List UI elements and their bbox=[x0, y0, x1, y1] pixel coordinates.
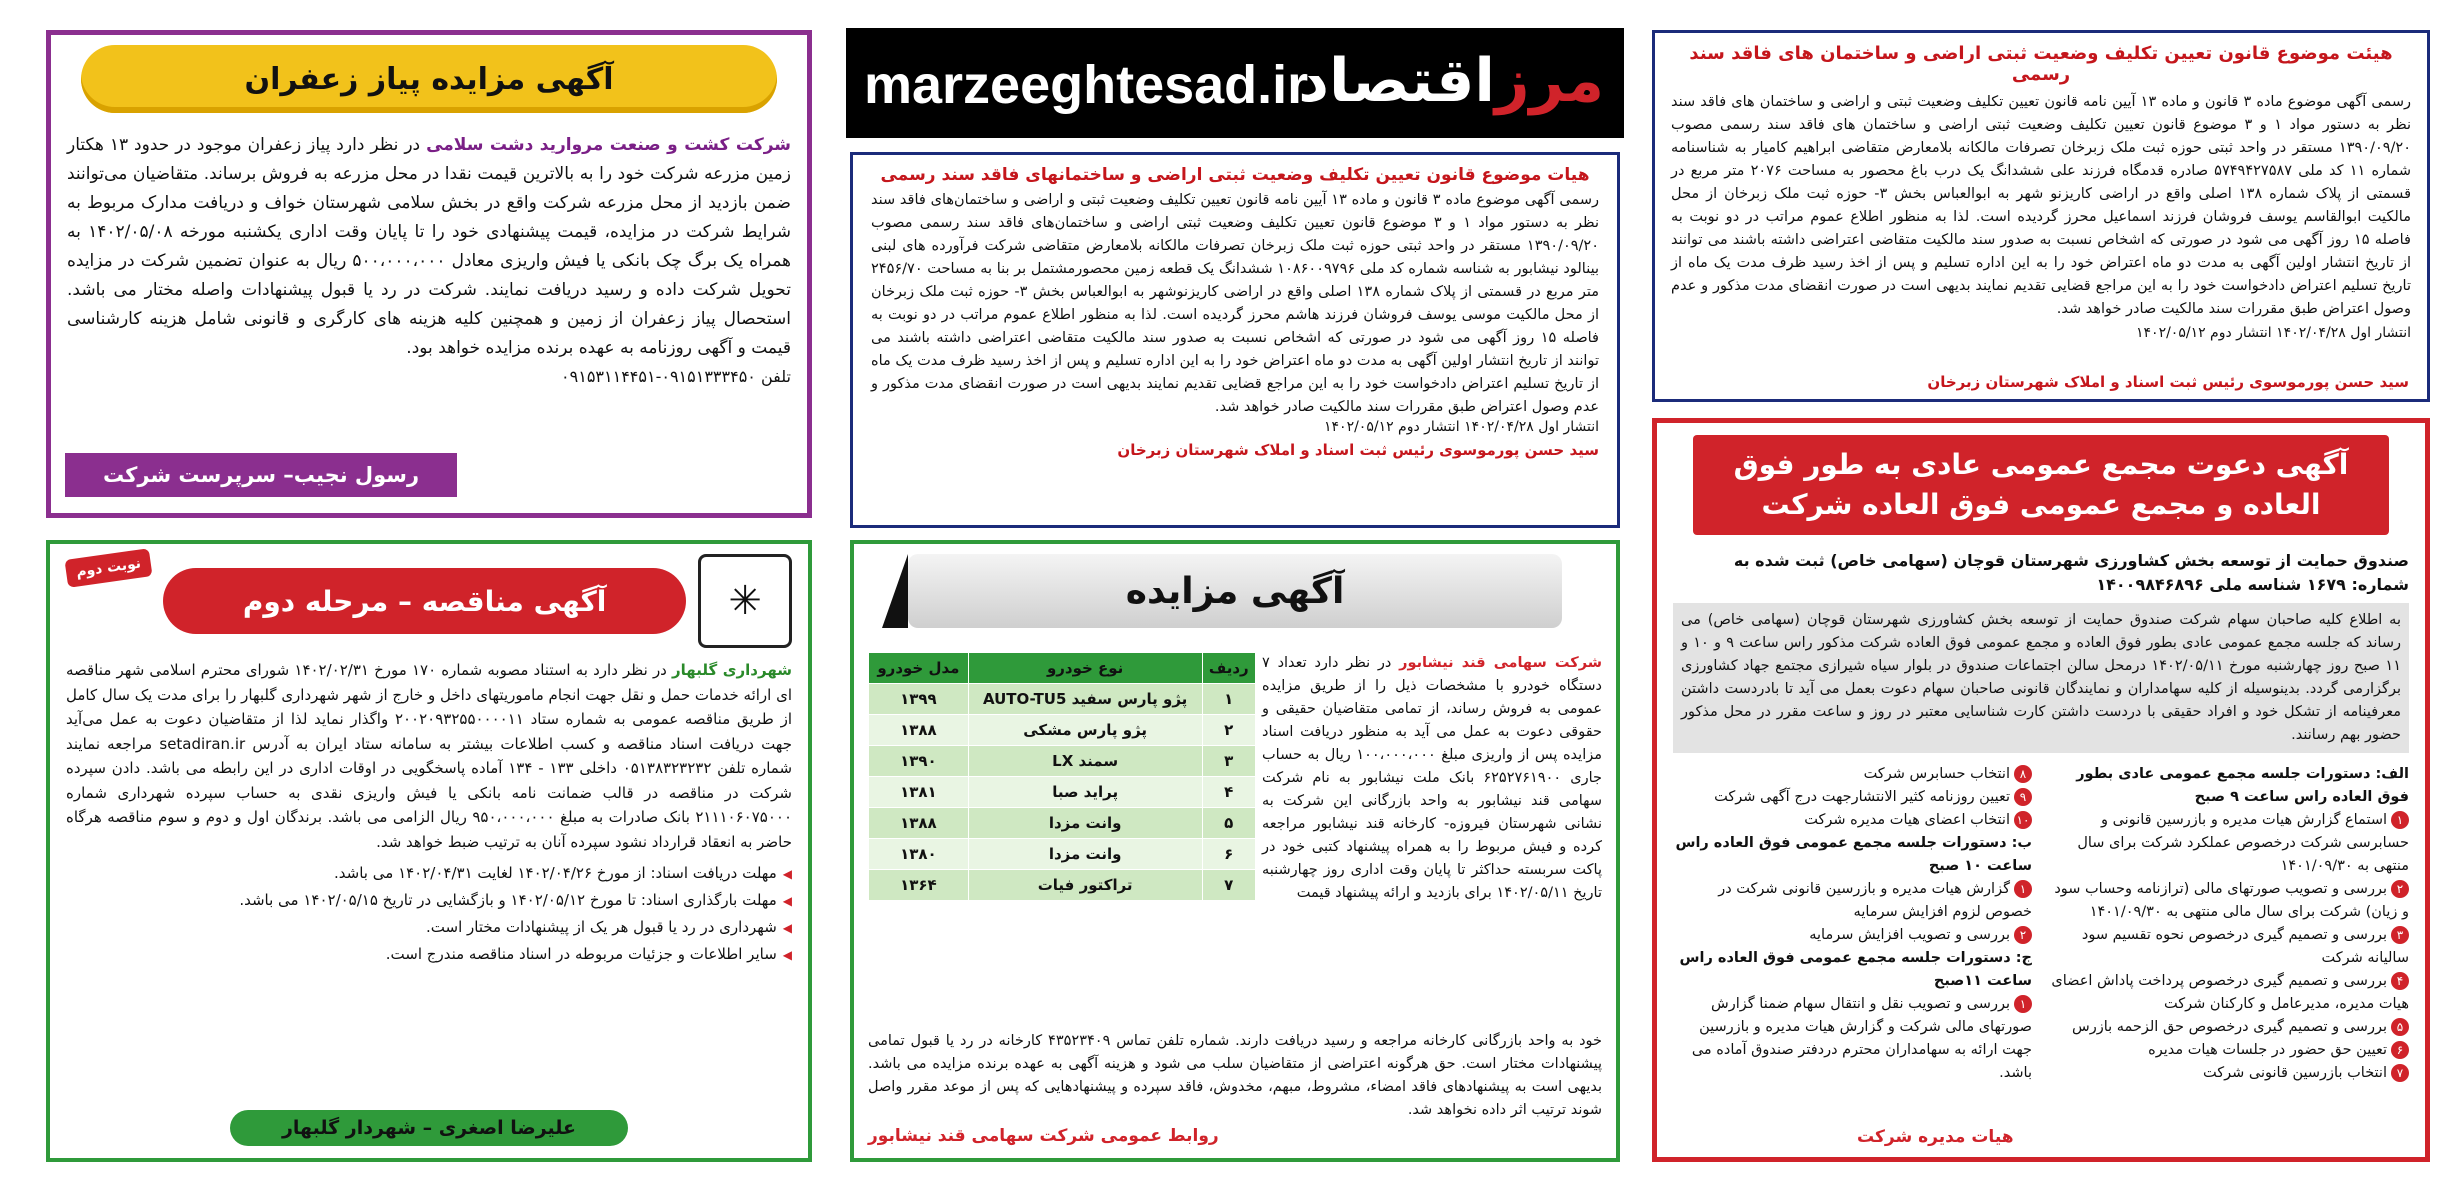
agenda-head-b: ب: دستورات جلسه مجمع عمومی فوق العاده راس ساعت ۱۰ صبح bbox=[1675, 835, 2032, 874]
site-url[interactable]: marzeeghtesad.ir bbox=[864, 55, 1309, 115]
col-header-model-year: مدل خودرو bbox=[869, 653, 969, 684]
saffron-title: آگهی مزایده پیاز زعفران bbox=[81, 45, 777, 113]
land-registry-notice-b bbox=[850, 152, 1620, 528]
vehicle-company: شرکت سهامی قند نیشابور bbox=[1399, 655, 1602, 671]
table-row: ۶ وانت مزدا ۱۳۸۰ bbox=[869, 839, 1256, 870]
notice-b-body: رسمی آگهی موضوع ماده ۳ قانون و ماده ۱۳ آیین نامه قانون تعیین تکلیف وضعیت ثبتی و اراضی و ساختمان‌های فاقد سند نظر به دستور مواد ۱ و ۳ موضوع قانون تعیین تکلیف وضعیت ثبتی اراضی و ساختمان‌های فاقد سند رسمی مصوب ۱۳۹۰/۰۹/۲۰ مستقر در واحد ثبتی حوزه ثبت ملک زبرخان تصرفات مالکانه بلامعارض متقاضی شرکت فرآورده های لبنی بینالود نیشابور به شناسه شماره کد ملی ۱۰۸۶۰۰۹۷۹۶ ششدانگ یک قطعه زمین محصورمشتمل بر بنا به مساحت ۲۴۵۶/۷۰ متر مربع در قسمتی از پلاک شماره ۱۳۸ اصلی واقع در اراضی کاریزنوشهر به ابوالعباس بخش ۳- حوزه ثبت ملک زبرخان از محل مالکیت موسی یوسف فروشان فرزند هاشم محرز گردیده است. لذا به منظور اطلاع عموم مراتب در دو نوبت به فاصله ۱۵ روز آگهی می شود در صورتی که اشخاص نسبت به صدور سند مالکیت متقاضی اعتراضی داشته باشند می توانند از تاریخ انتشار اولین آگهی به مدت دو ماه اعتراض خود را به این اداره تسلیم و پس از اخذ رسید ظرف مدت یک ماه از تاریخ تسلیم اعتراض دادخواست خود را به این مراجع قضایی تقدیم نمایند بدیهی است در صورت انقضای مدت مذکور و عدم وصول اعتراض طبق مقررات سند مالکیت صادر خواهد شد. bbox=[871, 192, 1599, 415]
table-row: ۲ پژو پارس مشکی ۱۳۸۸ bbox=[869, 715, 1256, 746]
agenda-item: ۱استماع گزارش هیات مدیره و بازرسین قانونی و حسابرسی شرکت درخصوص عملکرد شرکت برای سال منتهی به ۱۴۰۱/۰۹/۳۰ bbox=[2077, 812, 2409, 874]
col-header-row-number: ردیف bbox=[1202, 653, 1256, 684]
assembly-title: آگهی دعوت مجمع عمومی عادی به طور فوق العاده و مجمع عمومی فوق العاده شرکت bbox=[1693, 435, 2389, 535]
agenda-item: ۳بررسی و تصمیم گیری درخصوص نحوه تقسیم سود سالیانه شرکت bbox=[2081, 927, 2409, 966]
list-item: ◀ شهرداری در رد یا قبول هر یک از پیشنهادات مختار است. bbox=[66, 914, 792, 941]
saffron-text: در نظر دارد پیاز زعفران موجود در حدود ۱۳ هکتار زمین مزرعه شرکت خود را به بالاترین قیمت نقدا در محل مزرعه به فروش برساند. متقاضیان می‌توانند ضمن بازدید از محل مزرعه شرکت واقع در بخش سلامی شهرستان خواف و دریافت مدارک مربوط به شرایط شرکت در مزایده، قیمت پیشنهادی خود را تا پایان وقت اداری یکشنبه مورخه ۱۴۰۲/۰۵/۰۸ به همراه یک برگ چک بانکی یا فیش واریزی معادل ۵۰۰،۰۰۰،۰۰۰ ریال به عنوان تضمین شرکت در مزایده تحویل شرکت داده و رسید دریافت نمایند. شرکت در رد یا قبول پیشنهادات واصله مختار می باشد. استحصال پیاز زعفران از زمین و همچنین کلیه هزینه های کارگری و قانونی شامل هزینه کارشناسی قیمت و آگهی روزنامه به عهده برنده مزایده خواهد بود. bbox=[67, 135, 791, 358]
logo-main: اقتصاد bbox=[1298, 46, 1495, 116]
agenda-item: ۲بررسی و تصویب افزایش سرمایه bbox=[1673, 924, 2032, 947]
saffron-signature: رسول نجیب– سرپرست شرکت bbox=[65, 453, 457, 497]
table-row: ۷ تراکتور فیات ۱۳۶۴ bbox=[869, 870, 1256, 901]
saffron-body bbox=[67, 131, 791, 363]
notice-b-signature: سید حسن پورموسوی رئیس ثبت اسناد و املاک شهرستان زبرخان bbox=[1117, 441, 1599, 459]
agenda-item: ۱گزارش هیات مدیره و بازرسین قانونی شرکت در خصوص لزوم افزایش سرمایه bbox=[1718, 881, 2032, 920]
agenda-item: ۱۰انتخاب اعضای هیات مدیره شرکت bbox=[1673, 809, 2032, 832]
agenda-left-column bbox=[1673, 763, 2032, 1085]
tender-org: شهرداری گلبهار bbox=[672, 661, 792, 679]
assembly-lead: به اطلاع کلیه صاحبان سهام شرکت صندوق حمایت از توسعه بخش کشاورزی شهرستان قوچان (سهامی خاص) می رساند که جلسه مجمع عمومی عادی بطور فوق العاده و مجمع عمومی فوق العاده شرکت مذکور راس ساعت ۹ و ۱۰ و ۱۱ صبح روز چهارشنبه مورخ ۱۴۰۲/۰۵/۱۱ درمحل سالن اجتماعات صندوق در بلوار سیاه شیرازی مجتمع جهاد کشاورزی برگزارمی گردد. بدینوسیله از کلیه سهامداران و نمایندگان قانونی صاحبان سهام دعوت بعمل می آید تا بادردست داشتن معرفینامه از تشکل خود و افراد حقیقی با دردست داشتن کارت شناسایی معتبر در روز و ساعت مقرر در محل مذکور حضور بهم رسانند. bbox=[1673, 603, 2409, 753]
vehicle-table bbox=[868, 652, 1256, 901]
notice-a-signature: سید حسن پورموسوی رئیس ثبت اسناد و املاک شهرستان زبرخان bbox=[1927, 373, 2409, 391]
agenda-item: ۵بررسی و تصمیم گیری درخصوص حق الزحمه بازرس bbox=[2050, 1016, 2409, 1039]
agenda-item: ۸انتخاب حسابرس شرکت bbox=[1673, 763, 2032, 786]
tender-header bbox=[66, 554, 792, 648]
vehicle-auction-ad bbox=[850, 540, 1620, 1162]
agenda-item: ۴بررسی و تصمیم گیری درخصوص پرداخت پاداش اعضای هیات مدیره، مدیرعامل و کارکنان شرکت bbox=[2051, 973, 2409, 1012]
vehicle-table-header bbox=[869, 653, 1256, 684]
vehicle-auction-signature: روابط عمومی شرکت سهامی قند نیشابور bbox=[868, 1126, 1219, 1146]
notice-a-title: هیئت موضوع قانون تعیین تکلیف وضعیت ثبتی اراضی و ساختمان های فاقد سند رسمی bbox=[1689, 43, 2393, 85]
notice-b-dates: انتشار اول ۱۴۰۲/۰۴/۲۸ انتشار دوم ۱۴۰۲/۰۵/۱۲ bbox=[1324, 419, 1599, 435]
table-row: ۳ سمند LX ۱۳۹۰ bbox=[869, 746, 1256, 777]
list-item: ◀ مهلت بارگذاری اسناد: تا مورخ ۱۴۰۲/۰۵/۱۲ و بازگشایی در تاریخ ۱۴۰۲/۰۵/۱۵ می باشد. bbox=[66, 887, 792, 914]
tender-body bbox=[66, 658, 792, 854]
tender-signature: علیرضا اصغری – شهردار گلبهار bbox=[230, 1110, 628, 1146]
agenda-item: ۲بررسی و تصویب صورتهای مالی (ترازنامه وحساب سود و زیان) شرکت برای سال مالی منتهی به ۱۴۰۱/۰۹/۳۰ bbox=[2054, 881, 2409, 920]
logo-accent: مرز bbox=[1494, 46, 1604, 116]
notice-a-body: رسمی آگهی موضوع ماده ۳ قانون و ماده ۱۳ آیین نامه قانون تعیین تکلیف وضعیت ثبتی و اراضی و ساختمان های فاقد سند نظر به دستور مواد ۱ و ۳ موضوع قانون تعیین تکلیف وضعیت ثبتی اراضی و ساختمان های فاقد سند رسمی مصوب ۱۳۹۰/۰۹/۲۰ مستقر در واحد ثبتی حوزه ثبت ملک زبرخان تصرفات مالکانه بلامعارض متقاضی ابراهیم کامیار به شناسنامه شماره ۱۱ کد ملی ۵۷۴۹۴۲۷۵۸۷ صادره قدمگاه فرزند علی ششدانگ یک درب باغ محصور به مساحت ۲۰۷۶ متر مربع در قسمتی از پلاک شماره ۱۳۸ اصلی واقع در اراضی کاریزنو شهر به ابوالعباس بخش ۳- حوزه ثبت ملک زبرخان از محل مالکیت ابوالقاسم یوسف فروشان فرزند اسماعیل محرز گردیده است. لذا به منظور اطلاع عموم مراتب در دو نوبت به فاصله ۱۵ روز آگهی می شود در صورتی که اشخاص نسبت به صدور سند مالکیت متقاضی اعتراضی داشته باشند می توانند از تاریخ انتشار اولین آگهی به مدت دو ماه اعتراض خود را به این اداره تسلیم و پس از اخذ رسید ظرف مدت یک ماه از تاریخ تسلیم اعتراض دادخواست خود را به این مراجع قضایی تقدیم نمایند بدیهی است در صورت انقضای مدت مذکور و عدم وصول اعتراض طبق مقررات سند مالکیت صادر خواهد شد. bbox=[1671, 94, 2412, 317]
table-row: ۵ وانت مزدا ۱۳۸۸ bbox=[869, 808, 1256, 839]
vehicle-auction-terms: خود به واحد بازرگانی کارخانه مراجعه و رسید دریافت دارند. شماره تلفن تماس ۴۳۵۲۳۴۰۹ کارخانه در رد یا قبول تمامی پیشنهادات مختار است. حق هرگونه اعتراضی از متقاضیان سلب می شود و هزینه آگهی به عهده برنده مزایده می باشد. بدیهی است به پیشنهادهای فاقد امضاء، مشروط، مبهم، مخدوش، فاقد سپرده و پیشنهادهایی که پس از موعد مقرر واصل شوند ترتیب اثر داده نخواهد شد. bbox=[868, 1033, 1602, 1118]
land-registry-notice-a bbox=[1652, 30, 2430, 402]
tender-bullets bbox=[66, 860, 792, 968]
list-item: ◀ سایر اطلاعات و جزئیات مربوطه در اسناد مناقصه مندرج است. bbox=[66, 941, 792, 968]
tender-title: آگهی مناقصه – مرحله دوم bbox=[163, 568, 686, 634]
agenda-item: ۱بررسی و تصویب نقل و انتقال سهام ضمنا گزارش صورتهای مالی شرکت و گزارش هیات مدیره و بازرسین جهت ارائه به سهامداران محترم دردفتر صندوق آماده می باشد. bbox=[1691, 996, 2032, 1081]
assembly-subtitle: صندوق حمایت از توسعه بخش کشاورزی شهرستان قوچان (سهامی خاص) ثبت شده به شماره: ۱۶۷۹ شناسه ملی ۱۴۰۰۹۸۴۶۸۹۶ bbox=[1733, 551, 2409, 594]
vehicle-intro-text: در نظر دارد تعداد ۷ دستگاه خودرو با مشخصات ذیل را از طریق مزایده عمومی به فروش رساند، از تمامی متقاضیان حقیقی و حقوقی دعوت به عمل می آید به منظور دریافت اسناد مزایده پس از واریزی مبلغ ۱۰۰،۰۰۰،۰۰۰ ریال به حساب جاری ۶۲۵۲۷۶۱۹۰۰ بانک ملت نیشابور به نام شرکت سهامی قند نیشابور به واحد بازرگانی این شرکت به نشانی شهرستان فیروزه- کارخانه قند نیشابور مراجعه کرده و فیش مربوط را به همراه پیشنهاد کتبی خود در پاکت سربسته حداکثر تا پایان وقت اداری روز چهارشنبه تاریخ ۱۴۰۲/۰۵/۱۱ برای بازدید و ارائه پیشنهاد قیمت bbox=[1262, 655, 1602, 901]
tender-ad bbox=[46, 540, 812, 1162]
assembly-agenda bbox=[1673, 763, 2409, 1085]
saffron-phone: تلفن ۰۹۱۵۱۳۳۳۴۵۰-۰۹۱۵۳۱۱۴۴۵۱ bbox=[561, 367, 791, 386]
list-item: ◀ مهلت دریافت اسناد: از مورخ ۱۴۰۲/۰۴/۲۶ لغایت ۱۴۰۲/۰۴/۳۱ می باشد. bbox=[66, 860, 792, 887]
agenda-head-a: الف: دستورات جلسه مجمع عمومی عادی بطور فوق العاده راس ساعت ۹ صبح bbox=[2076, 766, 2409, 805]
tender-text: در نظر دارد به استناد مصوبه شماره ۱۷۰ مورخ ۱۴۰۲/۰۲/۳۱ شورای محترم اسلامی شهر مناقصه ای ارائه خدمات حمل و نقل جهت انجام ماموریتهای داخل و خارج از شهر شهرداری گلبهار را برای مدت یک سال کامل از طریق مناقصه عمومی به شماره ستاد ۲۰۰۲۰۹۳۲۵۵۰۰۰۰۱۱ واگذار نماید لذا از متقاضیان دعوت به عمل می‌آید جهت دریافت اسناد مناقصه و کسب اطلاعات بیشتر به سامانه ستاد ایران به آدرس setadiran.ir مراجعه نمایند شماره تلفن ۰۵۱۳۸۳۲۳۲۳۲ داخلی ۱۳۳ - ۱۳۴ آماده پاسخگویی در اوقات اداری در این رابطه می باشد. دادن سپرده شرکت در مناقصه در قالب ضمانت نامه بانکی یا فیش واریزی نقدی به حساب سپرده شهرداری شماره ۲۱۱۱۰۶۰۷۵۰۰۰ بانک صادرات به مبلغ ۹۵۰،۰۰۰،۰۰۰ ریال الزامی می باشد. برندگان اول و دوم و سوم مناقصه هرگاه حاضر به انعقاد قرارداد نشود سپرده آنان به ترتیب ضبط خواهد شد. bbox=[66, 661, 793, 851]
saffron-company: شرکت کشت و صنعت مروارید دشت سلامی bbox=[426, 135, 792, 155]
agenda-right-column bbox=[2050, 763, 2409, 1085]
agenda-item: ۶تعیین حق حضور در جلسات هیات مدیره bbox=[2050, 1039, 2409, 1062]
agenda-head-c: ج: دستورات جلسه مجمع عمومی فوق العاده راس ساعت ۱۱صبح bbox=[1679, 950, 2032, 989]
masthead bbox=[846, 28, 1624, 138]
table-row: ۱ پژو پارس سفید AUTO-TU5 ۱۳۹۹ bbox=[869, 684, 1256, 715]
vehicle-auction-title: آگهی مزایده bbox=[908, 554, 1562, 628]
notice-b-title: هیات موضوع قانون تعیین تکلیف وضعیت ثبتی اراضی و ساختمانهای فاقد سند رسمی bbox=[880, 165, 1590, 185]
col-header-vehicle-type: نوع خودرو bbox=[968, 653, 1202, 684]
agenda-item: ۷انتخاب بازرسین قانونی شرکت bbox=[2050, 1062, 2409, 1085]
municipality-emblem-icon: ✳ bbox=[698, 554, 792, 648]
notice-a-dates: انتشار اول ۱۴۰۲/۰۴/۲۸ انتشار دوم ۱۴۰۲/۰۵/۱۲ bbox=[2136, 325, 2411, 341]
agenda-item: ۹تعیین روزنامه کثیر الانتشارجهت درج آگهی شرکت bbox=[1673, 786, 2032, 809]
tender-badge: نوبت دوم bbox=[64, 548, 152, 588]
logo bbox=[1298, 46, 1604, 116]
saffron-auction-ad bbox=[46, 30, 812, 518]
vehicle-auction-intro bbox=[1262, 652, 1602, 905]
table-row: ۴ پراید صبا ۱۳۸۱ bbox=[869, 777, 1256, 808]
assembly-signature: هیات مدیره شرکت bbox=[1857, 1127, 2014, 1147]
general-assembly-ad bbox=[1652, 418, 2430, 1162]
